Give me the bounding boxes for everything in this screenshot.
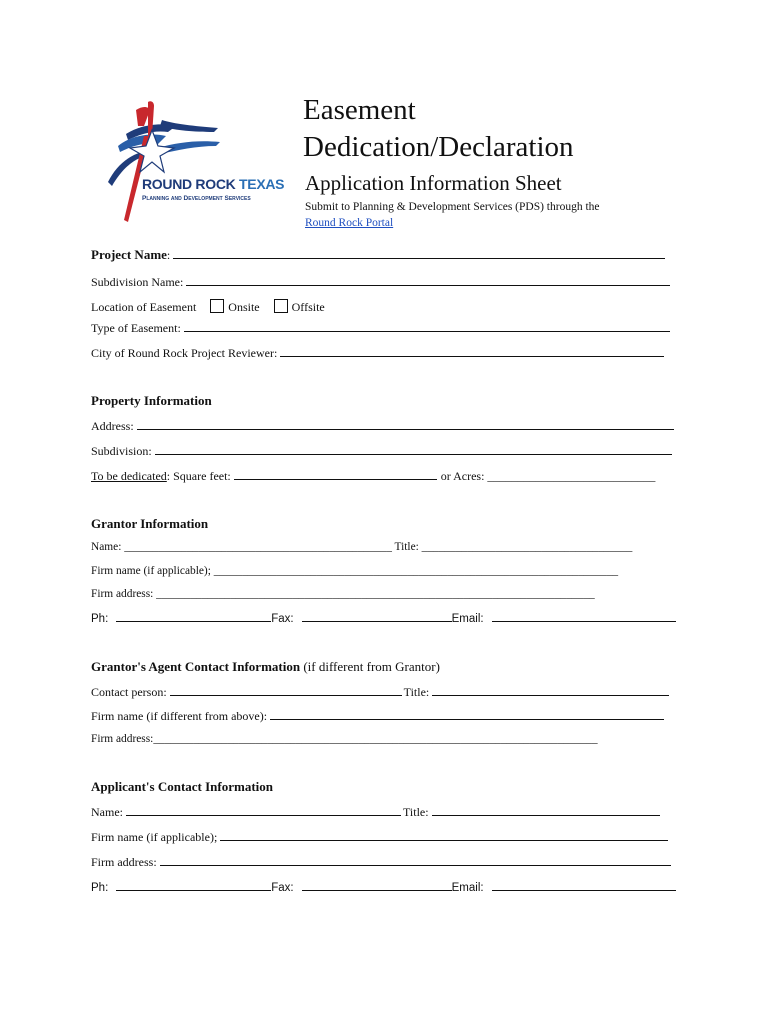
property-heading: Property Information	[91, 393, 212, 408]
applicant-email-field[interactable]	[492, 880, 676, 891]
property-subdivision-label: Subdivision:	[91, 444, 152, 458]
project-name-field[interactable]	[173, 248, 665, 259]
onsite-checkbox[interactable]	[210, 299, 224, 313]
agent-title-label: Title:	[403, 685, 430, 699]
subdivision-name-label: Subdivision Name:	[91, 275, 184, 289]
logo-texas: TEXAS	[239, 176, 285, 192]
agent-address-row	[91, 733, 598, 745]
grantor-fax-label: Fax:	[271, 613, 294, 625]
applicant-heading: Applicant's Contact Information	[91, 779, 274, 794]
grantor-ph-field[interactable]	[116, 611, 271, 622]
applicant-title-label: Title:	[403, 805, 429, 819]
applicant-contact-row	[91, 880, 676, 894]
property-address-label: Address:	[91, 419, 134, 433]
logo-wordmark	[142, 176, 284, 192]
reviewer-row	[91, 346, 664, 361]
applicant-ph-field[interactable]	[116, 880, 271, 891]
submit-note	[305, 199, 600, 231]
grantor-email-field[interactable]	[492, 611, 676, 622]
applicant-address-label: Firm address:	[91, 855, 157, 869]
type-field[interactable]	[184, 321, 670, 332]
applicant-firm-field[interactable]	[220, 830, 668, 841]
agent-contact-row	[91, 685, 669, 700]
page-subtitle: Application Information Sheet	[305, 171, 562, 195]
grantor-name-row	[91, 541, 632, 553]
type-label: Type of Easement:	[91, 321, 181, 335]
agent-firm-row	[91, 709, 664, 724]
reviewer-field[interactable]	[280, 346, 664, 357]
submit-note-text: Submit to Planning & Development Services (PDS) through the	[305, 201, 600, 213]
title-line-1: Easement	[303, 94, 416, 126]
applicant-name-row	[91, 805, 660, 820]
applicant-name-field[interactable]	[126, 805, 401, 816]
grantor-fax-field[interactable]	[302, 611, 452, 622]
applicant-address-row	[91, 855, 671, 870]
project-name-row: Project Name :	[91, 247, 665, 263]
grantor-email-label: Email:	[451, 613, 484, 625]
page-title	[303, 92, 574, 166]
grantor-ph-label: Ph:	[91, 613, 109, 625]
applicant-title-field[interactable]	[432, 805, 660, 816]
applicant-name-label: Name:	[91, 805, 123, 819]
round-rock-logo	[98, 96, 288, 231]
reviewer-label: City of Round Rock Project Reviewer:	[91, 346, 278, 360]
applicant-email-label: Email:	[451, 882, 484, 894]
applicant-fax-field[interactable]	[302, 880, 452, 891]
grantor-firm-line[interactable]: Firm name (if applicable); _______________________________________________________________________	[91, 565, 619, 577]
to-be-dedicated-label: To be dedicated	[91, 469, 167, 483]
title-line-2: Dedication/Declaration	[303, 131, 574, 163]
agent-contact-field[interactable]	[170, 685, 402, 696]
star-swoosh-icon	[98, 96, 288, 231]
logo-department: Planning and Development Services	[142, 195, 251, 202]
agent-firm-field[interactable]	[270, 709, 664, 720]
grantor-address-line[interactable]: Firm address: _____________________________________________________________________________	[91, 588, 595, 600]
property-address-row	[91, 419, 674, 434]
location-row	[91, 297, 325, 315]
location-label: Location of Easement	[91, 300, 197, 314]
agent-contact-label: Contact person:	[91, 685, 167, 699]
agent-firm-label: Firm name (if different from above):	[91, 709, 268, 723]
applicant-ph-label: Ph:	[91, 882, 109, 894]
grantor-contact-row	[91, 611, 676, 625]
applicant-firm-label: Firm name (if applicable);	[91, 830, 218, 844]
grantor-firm-row	[91, 565, 618, 577]
dedicated-row	[91, 469, 655, 484]
square-feet-field[interactable]	[234, 469, 437, 480]
subdivision-name-row	[91, 275, 670, 290]
grantor-agent-heading: Grantor's Agent Contact Information (if different from Grantor)	[91, 659, 440, 674]
onsite-label: Onsite	[228, 300, 260, 314]
property-subdivision-row	[91, 444, 672, 459]
logo-round-rock: ROUND ROCK	[142, 176, 240, 192]
offsite-label: Offsite	[291, 300, 325, 314]
grantor-heading: Grantor Information	[91, 516, 209, 531]
project-name-label: Project Name	[91, 247, 167, 262]
round-rock-portal-link[interactable]: Round Rock Portal	[305, 217, 394, 229]
property-address-field[interactable]	[137, 419, 674, 430]
grantor-address-row	[91, 588, 595, 600]
subdivision-name-field[interactable]	[186, 275, 670, 286]
offsite-checkbox[interactable]	[274, 299, 288, 313]
applicant-fax-label: Fax:	[271, 882, 294, 894]
property-subdivision-field[interactable]	[155, 444, 672, 455]
agent-title-field[interactable]	[432, 685, 669, 696]
agent-address-line[interactable]: Firm address:______________________________________________________________________________	[91, 733, 598, 745]
grantor-name-title-line[interactable]: Name: _______________________________________________ Title: _____________________________________	[91, 541, 633, 553]
type-row	[91, 321, 670, 336]
square-feet-label: : Square feet:	[166, 469, 231, 483]
applicant-address-field[interactable]	[160, 855, 671, 866]
acres-label: or Acres: ____________________________	[440, 469, 656, 483]
applicant-firm-row	[91, 830, 668, 845]
